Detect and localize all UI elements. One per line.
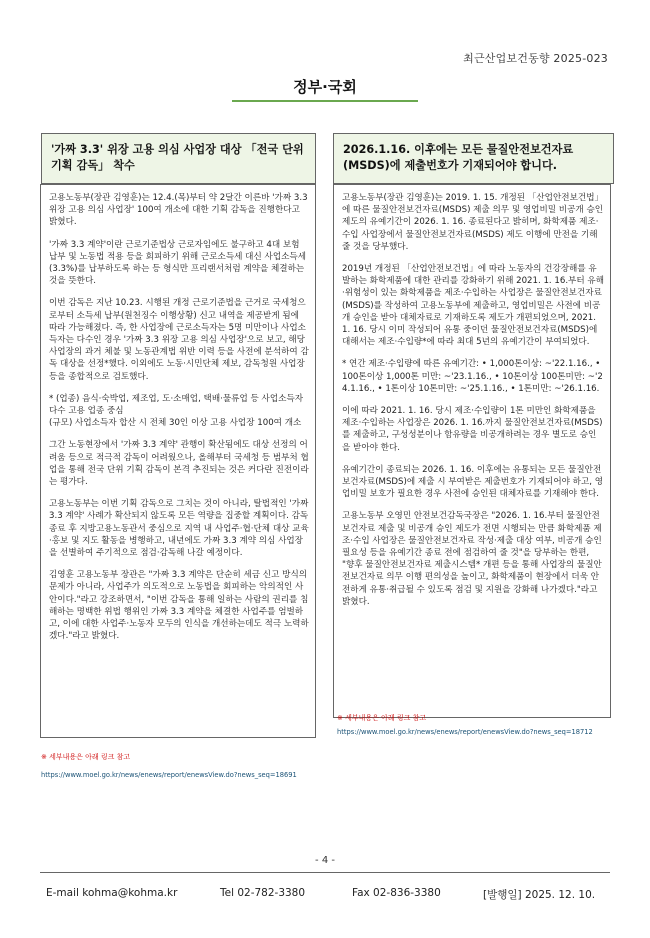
footer-published-date: [발행일] 2025. 12. 10.	[483, 889, 596, 901]
left-paragraph: 고용노동부(장관 김영훈)는 12.4.(목)부터 약 2달간 이른바 '가짜 3.3 위장 고용 의심 사업장' 100여 개소에 대한 기획 감독을 진행한다고 밝혔다.	[49, 193, 308, 228]
footer-email: E-mail kohma@kohma.kr	[46, 887, 178, 899]
left-reference-link[interactable]: https://www.moel.go.kr/news/enews/report/enewsView.do?news_seq=18691	[41, 771, 297, 779]
section-divider	[232, 100, 418, 102]
footer-tel: Tel 02-782-3380	[220, 887, 306, 899]
left-article-headline: '가짜 3.3' 위장 고용 의심 사업장 대상 「전국 단위 기획 감독」 착수	[41, 133, 316, 184]
left-paragraph: 이번 감독은 지난 10.23. 시행된 개정 근로기준법을 근거로 국세청으로부터 소득세 납부(원천징수 이행상황) 신고 내역을 제공받게 됨에 따라 가능해졌다. 즉, 한 사업장에 근로소득자는 5명 미만이나 사업소득자는 다수인 경우 '가짜 3.3 위장 고용 의심 사업장'으로 보고, 해당 사업장의 과거 체불 및 노동관계법 위반 이력 등을 사전에 분석하여 감독 대상을 선정*했다. 이외에도 노동·시민단체 제보, 감독청원 사업장 등을 종합적으로 검토했다.	[49, 298, 309, 382]
section-title: 정부·국회	[293, 78, 357, 96]
left-paragraph: 고용노동부는 이번 기획 감독으로 그치는 것이 아니라, 탈법적인 '가짜3.3 계약' 사례가 확산되지 않도록 모든 역량을 집중할 계획이다. 감독 종료 후 지방고용노동관서 중심으로 지역 내 사업주·협·단체 대상 교육·홍보 및 지도 활동을 병행하고, 내년에도 가짜 3.3 계약 의심 사업장을 선별하여 주기적으로 점검·감독해 나갈 예정이다.	[49, 499, 309, 559]
right-paragraph: 이에 따라 2021. 1. 16. 당시 제조·수입량이 1톤 미만인 화학제품을 제조·수입하는 사업장은 2026. 1. 16.까지 물질안전보건자료(MSDS)를 제출하고, 구성성분이나 함유량을 비공개하려는 경우 별도로 승인을 받아야 한다.	[342, 406, 603, 453]
right-article-headline: 2026.1.16. 이후에는 모든 물질안전보건자료(MSDS)에 제출번호가 기재되어야 합니다.	[333, 133, 614, 184]
left-footnote: * (업종) 음식·숙박업, 제조업, 도·소매업, 택배·물류업 등 사업소득자 다수 고용 업종 중심 (규모) 사업소득자 합산 시 전체 30인 이상 고용 사업장 100여 개소	[49, 393, 304, 429]
right-paragraph: 고용노동부 오영민 안전보건감독국장은 "2026. 1. 16.부터 물질안전보건자료 제출 및 비공개 승인 제도가 전면 시행되는 만큼 화학제품 제조·수입 사업장은 물질안전보건자료 작성·제출 대상 여부, 비공개 승인 필요성 등을 유예기간 종료 전에 점검하여 줄 것"을 당부하는 한편, "향후 물질안전보건자료 제출시스템* 개편 등을 통해 사업장의 물질안전보건자료 의무 이행 편의성을 높이고, 화학제품이 현장에서 더욱 안전하게 유통·취급될 수 있도록 점검 및 지원을 강화해 나가겠다."라고 밝혔다.	[342, 511, 602, 607]
right-paragraph: 고용노동부(장관 김영훈)는 2019. 1. 15. 개정된 「산업안전보건법」에 따른 물질안전보건자료(MSDS) 제출 의무 및 영업비밀 비공개 승인 제도의 유예기간이 2026. 1. 16. 종료된다고 밝히며, 화학제품 제조·수입 사업장에서 물질안전보건자료(MSDS) 제도 이행에 만전을 기해 줄 것을 당부했다.	[342, 193, 604, 252]
left-article-body	[40, 184, 316, 738]
right-reference-link[interactable]: https://www.moel.go.kr/news/enews/report/enewsView.do?news_seq=18712	[337, 728, 593, 736]
right-footnote: * 연간 제조·수입량에 따른 유예기간: • 1,000톤이상: ~'22.1.16., • 100톤이상 1,000톤 미만: ~'23.1.16., • 10톤이상 100톤미만: ~'24.1.16., • 1톤이상 10톤미만: ~'25.1.16., • 1톤미만: ~'26.1.16.	[342, 359, 603, 394]
publication-header: 최근산업보건동향 2025-023	[463, 52, 608, 65]
left-paragraph: 김영훈 고용노동부 장관은 "가짜 3.3 계약은 단순히 세금 신고 방식의 문제가 아니라, 사업주가 의도적으로 노동법을 회피하는 악의적인 사안이다."라고 강조하면서, "이번 감독을 통해 일하는 사람의 권리를 침해하는 명백한 위법 행위인 가짜 3.3 계약을 체결한 사업주를 엄벌하고, 이에 대한 사업주·노동자 모두의 인식을 개선하는데도 적극 노력하겠다."라고 밝혔다.	[49, 570, 309, 642]
left-paragraph: 그간 노동현장에서 '가짜 3.3 계약' 관행이 확산됨에도 대상 선정의 어려움 등으로 적극적 감독이 어려웠으나, 올해부터 국세청 등 범부처 협업을 통해 전국 단위 기획 감독이 본격 추진되는 것은 커다란 진전이라는 평가다.	[49, 440, 309, 488]
page-number: - 4 -	[315, 855, 335, 866]
right-reference-note: ※ 세부내용은 아래 링크 참고	[337, 714, 427, 722]
right-paragraph: 2019년 개정된 「산업안전보건법」에 따라 노동자의 건강장해를 유발하는 화학제품에 대한 관리를 강화하기 위해 2021. 1. 16.부터 유해·위험성이 있는 화학제품을 제조·수입하는 사업장은 물질안전보건자료(MSDS)를 작성하여 고용노동부에 제출하고, 영업비밀은 사전에 비공개 승인을 받아 대체자료로 기재하도록 제도가 개편되었으며, 2021. 1. 16. 당시 이미 작성되어 유통 중이던 물질안전보건자료(MSDS)에 대해서는 제조·수입량*에 따라 최대 5년의 유예기간이 부여되었다.	[342, 264, 604, 348]
right-article-body	[333, 184, 611, 718]
footer-fax: Fax 02-836-3380	[352, 887, 441, 899]
left-paragraph: '가짜 3.3 계약'이란 근로기준법상 근로자임에도 불구하고 4대 보험 납부 및 노동법 적용 등을 회피하기 위해 근로소득세 대신 사업소득세(3.3%)를 납부하도록 하는 등 형식만 프리랜서처럼 계약을 체결하는 것을 뜻한다.	[49, 239, 307, 287]
right-paragraph: 유예기간이 종료되는 2026. 1. 16. 이후에는 유통되는 모든 물질안전보건자료(MSDS)에 제출 시 부여받은 제출번호가 기재되어야 하고, 영업비밀 보호가 필요한 경우 사전에 승인된 대체자료를 기재해야 한다.	[342, 464, 604, 500]
left-reference-note: ※ 세부내용은 아래 링크 참고	[41, 753, 131, 761]
footer-divider	[40, 872, 610, 873]
